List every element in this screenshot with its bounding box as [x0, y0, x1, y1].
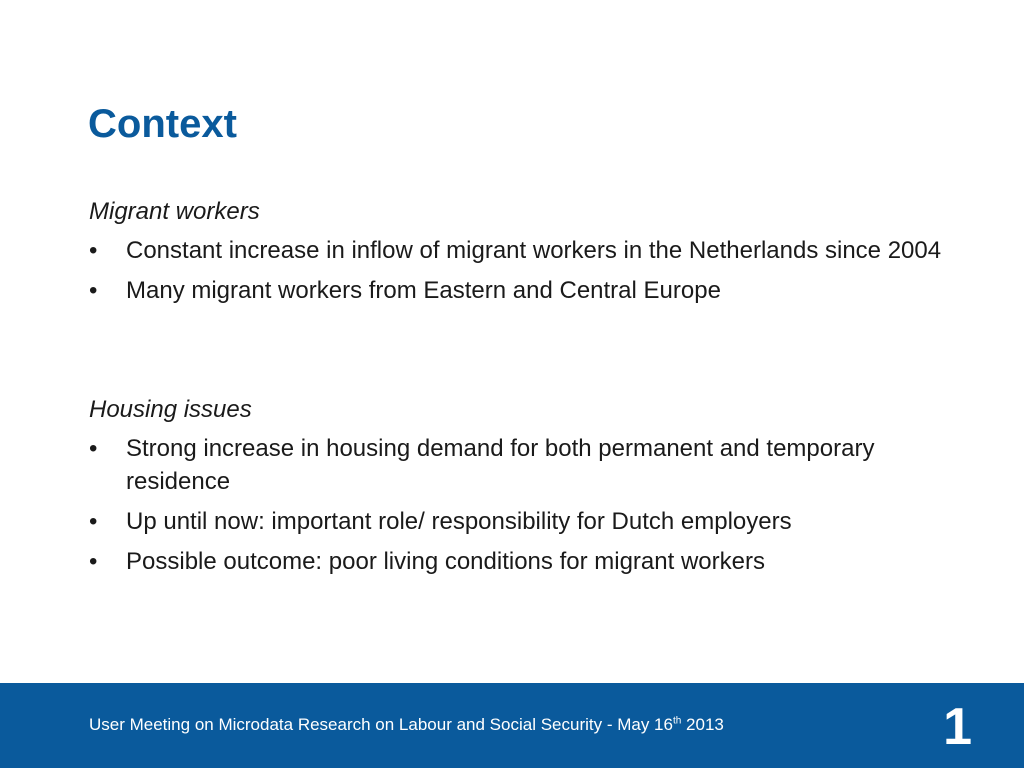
footer-bar: [0, 683, 1024, 768]
bullet-icon: •: [89, 508, 98, 535]
bullet-text: Constant increase in inflow of migrant workers in the Netherlands since 2004: [126, 237, 942, 264]
bullet-text: Strong increase in housing demand for both permanent and temporary residence: [126, 435, 875, 495]
footer-text-superscript: th: [672, 715, 682, 727]
bullet-list: [89, 432, 969, 578]
bullet-list: [89, 234, 969, 307]
section-heading: Housing issues: [89, 396, 252, 423]
footer-text-main: User Meeting on Microdata Research on Labour and Social Security - May 16: [89, 715, 673, 734]
bullet-text: Up until now: important role/ responsibility for Dutch employers: [126, 508, 792, 535]
page-number: 1: [943, 698, 972, 756]
bullet-text: Many migrant workers from Eastern and Central Europe: [126, 277, 721, 304]
section-migrant-workers: [89, 196, 969, 314]
bullet-item: [89, 234, 969, 267]
bullet-icon: •: [89, 277, 98, 304]
footer-text-year: 2013: [681, 715, 724, 734]
footer-text: [89, 715, 724, 735]
slide-title: Context: [88, 102, 237, 146]
section-heading: Migrant workers: [89, 198, 260, 225]
bullet-item: [89, 274, 969, 307]
bullet-item: [89, 432, 969, 498]
bullet-icon: •: [89, 237, 98, 264]
bullet-icon: •: [89, 435, 98, 462]
bullet-item: [89, 545, 969, 578]
bullet-item: [89, 505, 969, 538]
bullet-icon: •: [89, 548, 98, 575]
bullet-text: Possible outcome: poor living conditions for migrant workers: [126, 548, 765, 575]
section-housing-issues: [89, 394, 969, 585]
